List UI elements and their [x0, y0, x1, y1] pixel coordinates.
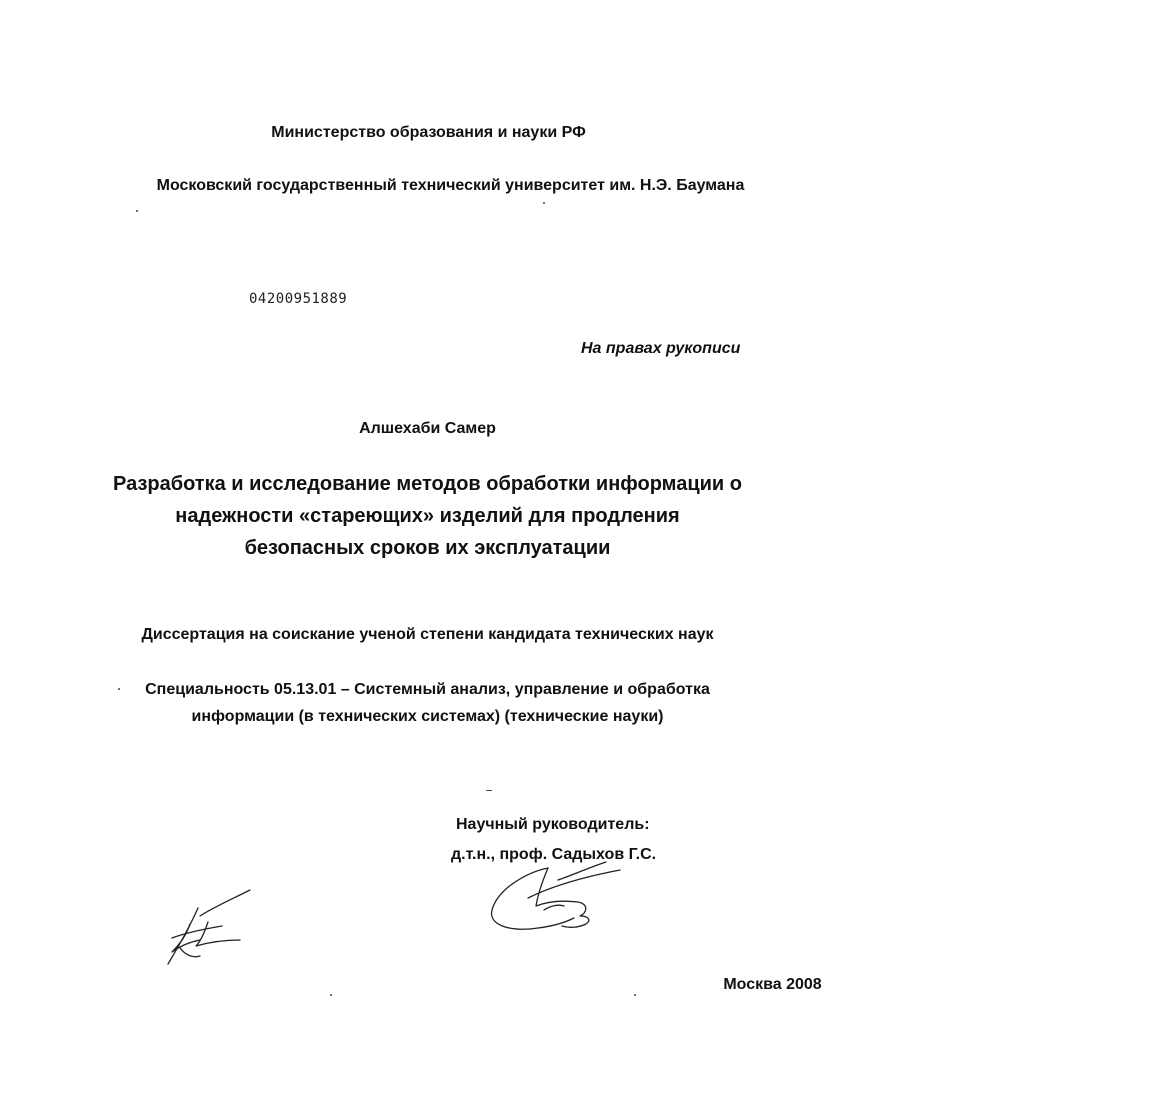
thesis-title-line: надежности «стареющих» изделий для продления	[175, 505, 680, 527]
thesis-title-line: Разработка и исследование методов обработки информации о	[113, 473, 742, 495]
scan-speck	[486, 790, 492, 791]
city-year: Москва 2008	[723, 976, 822, 993]
scan-speck	[118, 688, 120, 690]
specialty-line: Специальность 05.13.01 – Системный анализ, управление и обработка	[145, 681, 710, 698]
author-signature	[160, 886, 260, 970]
document-number: 04200951889	[249, 291, 348, 307]
author-name: Алшехаби Самер	[359, 420, 496, 437]
supervisor-name: д.т.н., проф. Садыхов Г.С.	[451, 846, 657, 863]
thesis-title-line: безопасных сроков их эксплуатации	[244, 537, 611, 559]
scan-speck	[543, 202, 545, 204]
scan-speck	[330, 994, 332, 996]
specialty-line: информации (в технических системах) (технические науки)	[191, 708, 664, 725]
ministry-heading: Министерство образования и науки РФ	[271, 124, 586, 141]
rights-note: На правах рукописи	[581, 340, 741, 357]
supervisor-label: Научный руководитель:	[456, 816, 650, 833]
degree-statement: Диссертация на соискание ученой степени кандидата технических наук	[141, 626, 714, 643]
scan-speck	[634, 994, 636, 996]
supervisor-signature	[488, 858, 630, 940]
university-heading: Московский государственный технический университет им. Н.Э. Баумана	[156, 177, 745, 194]
scan-speck	[136, 210, 138, 212]
